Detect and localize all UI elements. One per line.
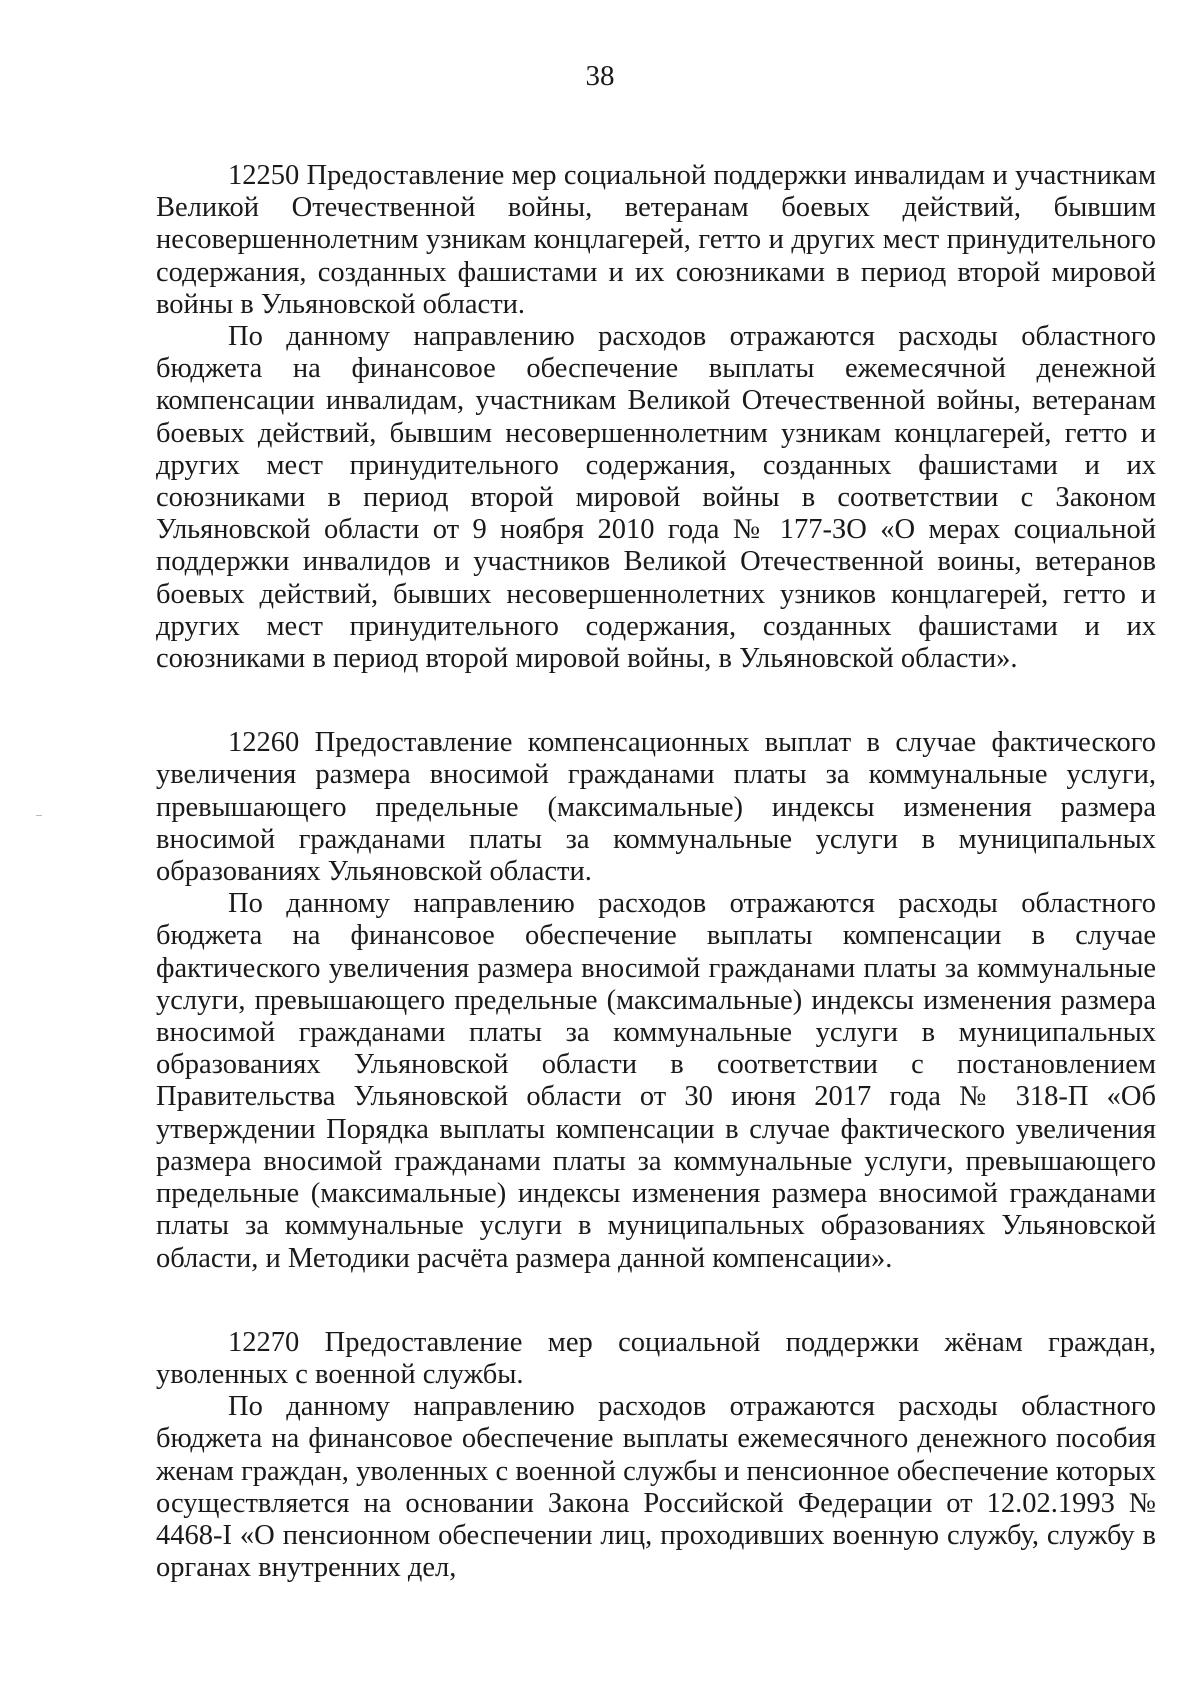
section-12260-heading: 12260 Предоставление компенсационных выплат в случае фактического увеличения размера вносимой гражданами платы за коммунальные услуги, превышающего предельные (максимальные) индексы изменения размера вносимой гражданами платы за коммунальные услуги в муниципальных образованиях Ульяновской области. [156,727,1156,888]
section-12260-body: По данному направлению расходов отражаются расходы областного бюджета на финансовое обеспечение выплаты компенсации в случае фактического увеличения размера вносимой гражданами платы за коммунальные услуги, превышающего предельные (максимальные) индексы изменения размера вносимой гражданами платы за коммунальные услуги в муниципальных образованиях Ульяновской области в соответствии с постановлением Правительства Ульяновской области от 30 июня 2017 года № 318-П «Об утверждении Порядка выплаты компенсации в случае фактического увеличения размера вносимой гражданами платы за коммунальные услуги, превышающего предельные (максимальные) индексы изменения размера вносимой гражданами платы за коммунальные услуги в муниципальных образованиях Ульяновской области, и Методики расчёта размера данной компенсации». [156,888,1156,1274]
section-12270-body: По данному направлению расходов отражаются расходы областного бюджета на финансовое обеспечение выплаты ежемесячного денежного пособия женам граждан, уволенных с военной службы и пенсионное обеспечение которых осуществляется на основании Закона Российской Федерации от 12.02.1993 № 4468-I «О пенсионном обеспечении лиц, проходивших военную службу, службу в органах внутренних дел, [156,1391,1156,1584]
page-number: 38 [585,60,615,92]
section-12250-heading: 12250 Предоставление мер социальной поддержки инвалидам и участникам Великой Отечественной войны, ветеранам боевых действий, бывшим несовершеннолетним узникам концлагерей, гетто и других мест принудительного содержания, созданных фашистами и их союзниками в период второй мировой войны в Ульяновской области. [156,160,1156,320]
section-12270-heading: 12270 Предоставление мер социальной поддержки жёнам граждан, уволенных с военной службы. [156,1326,1156,1390]
document-body [156,160,1156,1584]
margin-mark [36,815,42,816]
section-12250-body: По данному направлению расходов отражаются расходы областного бюджета на финансовое обеспечение выплаты ежемесячной денежной компенсации инвалидам, участникам Великой Отечественной войны, ветеранам боевых действий, бывшим несовершеннолетним узникам концлагерей, гетто и других мест принудительного содержания, созданных фашистами и их союзниками в период второй мировой войны в соответствии с Законом Ульяновской области от 9 ноября 2010 года № 177-ЗО «О мерах социальной поддержки инвалидов и участников Великой Отечественной воины, ветеранов боевых действий, бывших несовершеннолетних узников концлагерей, гетто и других мест принудительного содержания, созданных фашистами и их союзниками в период второй мировой войны, в Ульяновской области». [156,321,1156,675]
